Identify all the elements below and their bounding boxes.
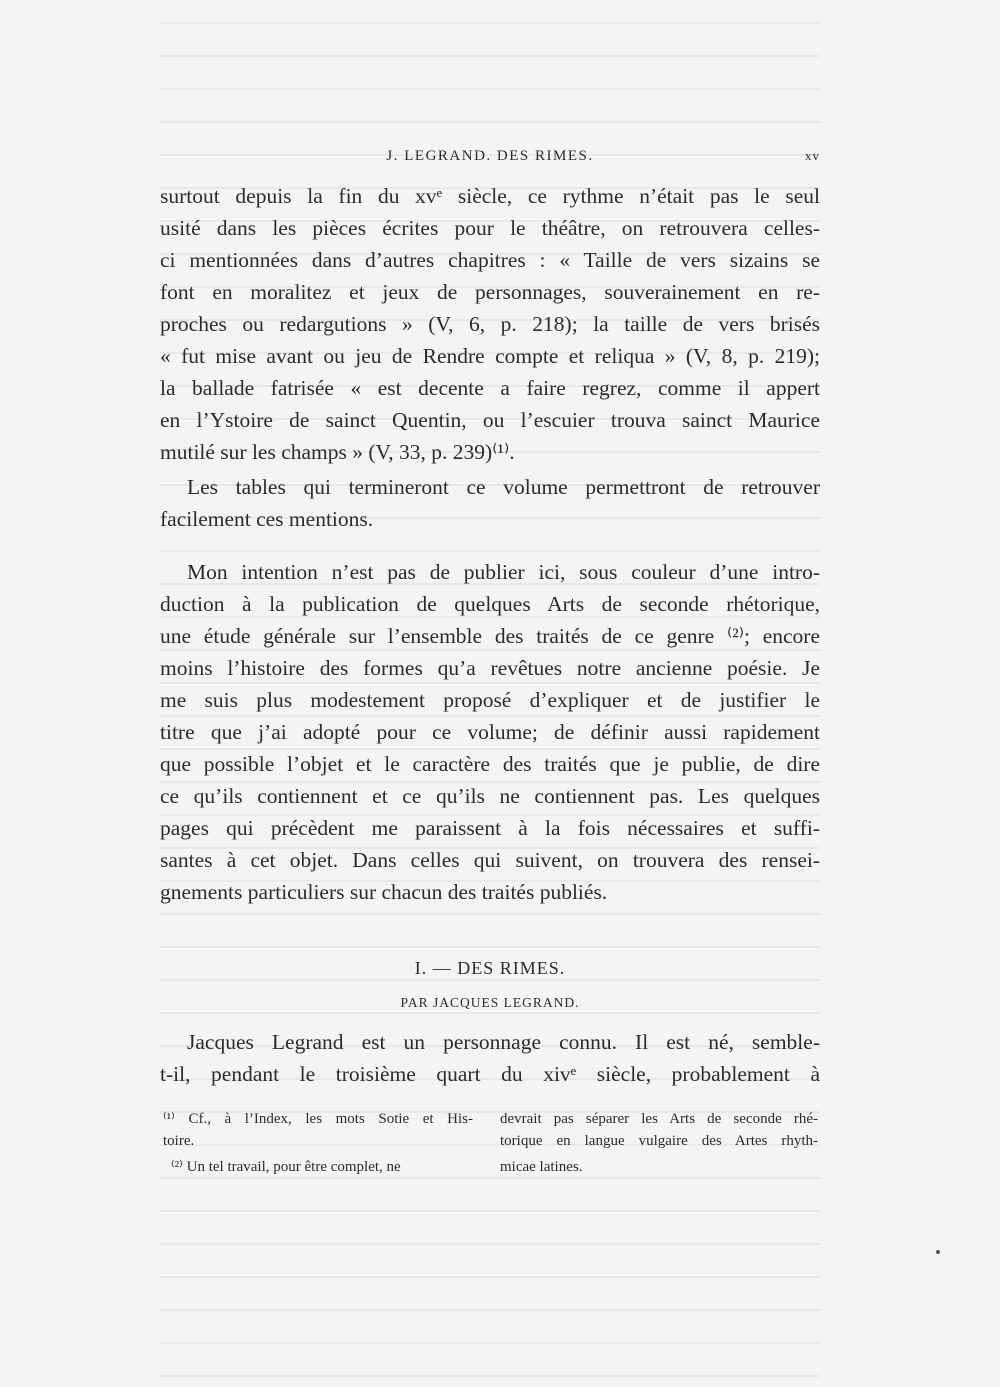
section-heading: I. — DES RIMES. bbox=[414, 958, 566, 978]
text-line: proches ou redargutions » (V, 6, p. 218); la taille de vers brisés bbox=[160, 312, 820, 336]
text-line: ce qu’ils contiennent et ce qu’ils ne contiennent pas. Les quelques bbox=[160, 784, 820, 808]
text-line: moins l’histoire des formes qu’a revêtues notre ancienne poésie. Je bbox=[160, 656, 820, 680]
text-line: ci mentionnées dans d’autres chapitres : « Taille de vers sizains se bbox=[160, 248, 820, 272]
footnote-line: micae latines. bbox=[500, 1159, 583, 1175]
text-line: Les tables qui termineront ce volume permettront de retrouver bbox=[187, 475, 820, 499]
text-line: pages qui précèdent me paraissent à la fois nécessaires et suffi- bbox=[160, 816, 820, 840]
text-line: usité dans les pièces écrites pour le théâtre, on retrouvera celles- bbox=[160, 216, 820, 240]
footnote-line: ⁽¹⁾ Cf., à l’Index, les mots Sotie et His- bbox=[163, 1111, 473, 1127]
text-line: « fut mise avant ou jeu de Rendre compte et reliqua » (V, 8, p. 219); bbox=[160, 344, 820, 368]
footnote-line: devrait pas séparer les Arts de seconde rhé- bbox=[500, 1111, 818, 1127]
text-line: mutilé sur les champs » (V, 33, p. 239)⁽¹⁾. bbox=[160, 440, 515, 464]
text-line: duction à la publication de quelques Arts de seconde rhétorique, bbox=[160, 592, 820, 616]
footnote-line: toire. bbox=[163, 1133, 195, 1149]
footnote-line: torique en langue vulgaire des Artes rhyth- bbox=[500, 1133, 818, 1149]
text-line: titre que j’ai adopté pour ce volume; de définir aussi rapidement bbox=[160, 720, 820, 744]
footnote-line: ⁽²⁾ Un tel travail, pour être complet, ne bbox=[171, 1159, 401, 1175]
text-line: la ballade fatrisée « est decente a faire regrez, comme il appert bbox=[160, 376, 820, 400]
text-line: Jacques Legrand est un personnage connu. Il est né, semble- bbox=[187, 1030, 820, 1054]
text-line: font en moralitez et jeux de personnages, souverainement en re- bbox=[160, 280, 820, 304]
text-line: en l’Ystoire de sainct Quentin, ou l’escuier trouva sainct Maurice bbox=[160, 408, 820, 432]
text-line: que possible l’objet et le caractère des traités que je publie, de dire bbox=[160, 752, 820, 776]
text-line: facilement ces mentions. bbox=[160, 507, 374, 531]
ink-speck bbox=[936, 1250, 940, 1254]
running-title: J. LEGRAND. DES RIMES. bbox=[386, 148, 594, 164]
text-line: gnements particuliers sur chacun des traités publiés. bbox=[160, 880, 608, 904]
text-line: t-il, pendant le troisième quart du xivᵉ siècle, probablement à bbox=[160, 1062, 820, 1086]
text-line: me suis plus modestement proposé d’expliquer et de justifier le bbox=[160, 688, 820, 712]
text-line: Mon intention n’est pas de publier ici, sous couleur d’une intro- bbox=[187, 560, 820, 584]
text-line: une étude générale sur l’ensemble des traités de ce genre ⁽²⁾; encore bbox=[160, 624, 820, 648]
section-subheading: PAR JACQUES LEGRAND. bbox=[400, 995, 580, 1010]
text-line: santes à cet objet. Dans celles qui suivent, on trouvera des rensei- bbox=[160, 848, 820, 872]
page-number: xv bbox=[805, 148, 820, 163]
running-head bbox=[160, 148, 820, 168]
text-line: surtout depuis la fin du xvᵉ siècle, ce rythme n’était pas le seul bbox=[160, 184, 820, 208]
